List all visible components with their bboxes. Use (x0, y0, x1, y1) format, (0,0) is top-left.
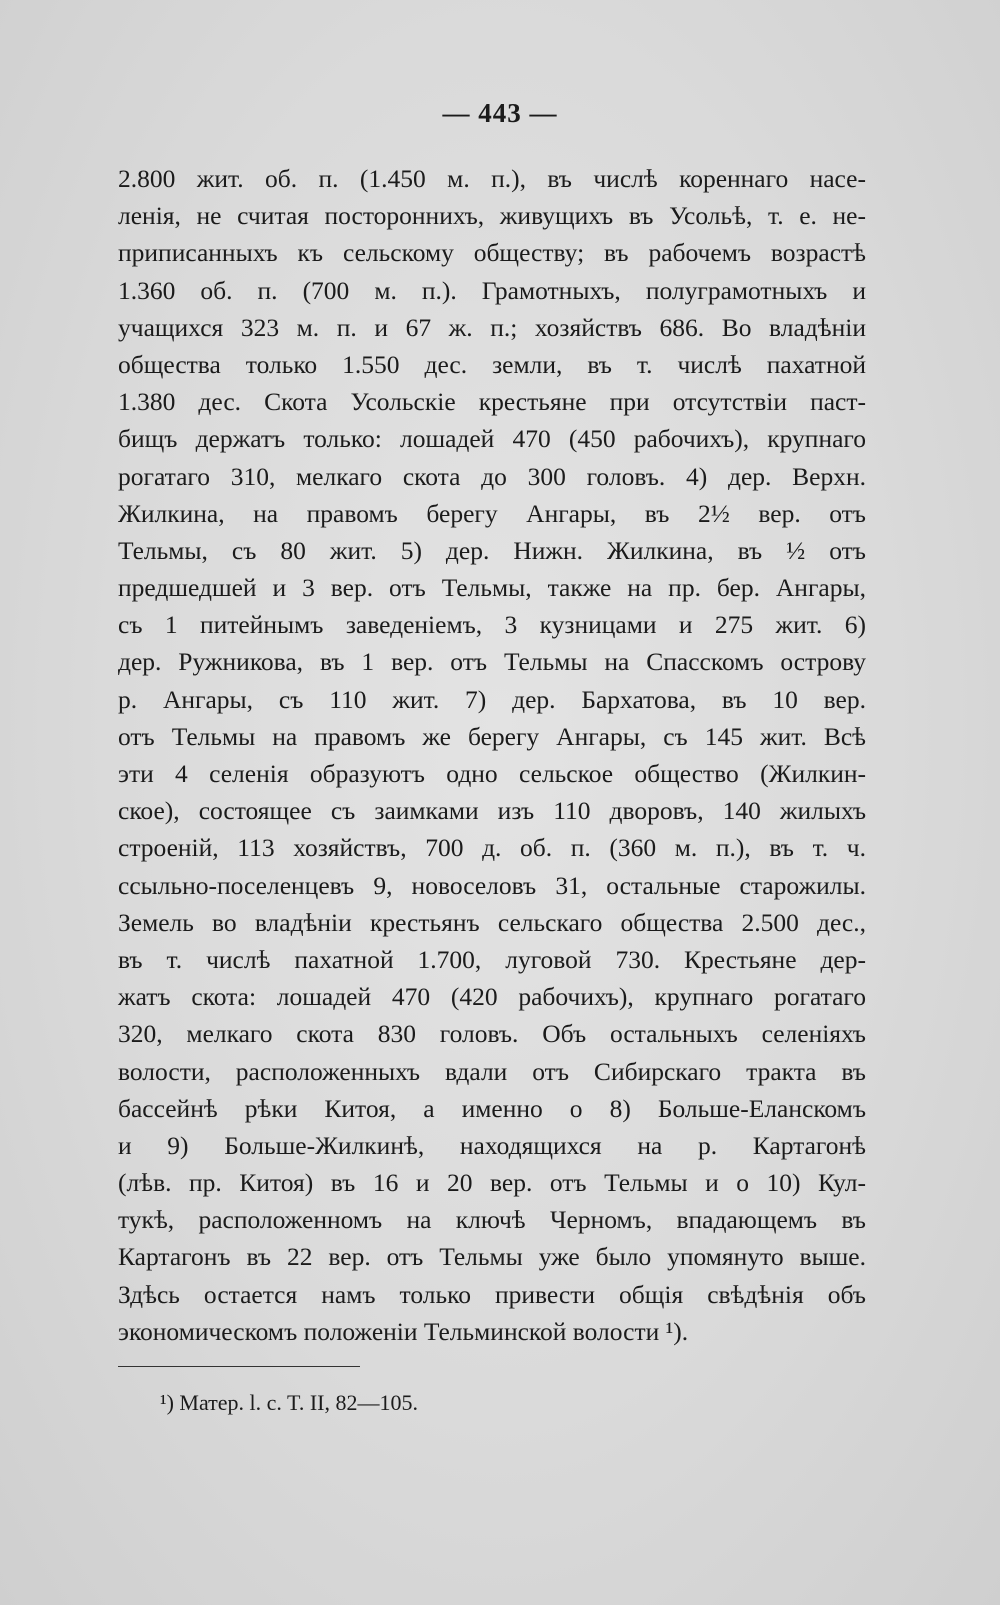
text-line: 1.380 дес. Скота Усольскіе крестьяне при отсутствіи паст- (118, 387, 866, 417)
text-line: ское), состоящее съ заимками изъ 110 дворовъ, 140 жилыхъ (118, 796, 866, 826)
text-line: Жилкина, на правомъ берегу Ангары, въ 2½ вер. отъ (118, 498, 866, 528)
text-line: р. Ангары, съ 110 жит. 7) дер. Бархатова, въ 10 вер. (118, 684, 866, 714)
text-line: предшедшей и 3 вер. отъ Тельмы, также на пр. бер. Ангары, (118, 573, 866, 603)
text-line: ленія, не считая постороннихъ, живущихъ въ Усольѣ, т. е. не- (118, 201, 866, 231)
text-line: бищъ держатъ только: лошадей 470 (450 рабочихъ), крупнаго (118, 424, 866, 454)
text-line: Картагонъ въ 22 вер. отъ Тельмы уже было упомянуто выше. (118, 1242, 866, 1272)
text-line: въ т. числѣ пахатной 1.700, луговой 730. Крестьяне дер- (118, 944, 866, 974)
text-line: эти 4 селенія образуютъ одно сельское общество (Жилкин- (118, 759, 866, 788)
text-line: Здѣсь остается намъ только привести общія свѣдѣнія объ (118, 1279, 866, 1309)
text-line: экономическомъ положеніи Тельминской волости ¹). (118, 1316, 689, 1346)
text-line: 1.360 об. п. (700 м. п.). Грамотныхъ, полуграмотныхъ и (118, 275, 866, 305)
text-line: жатъ скота: лошадей 470 (420 рабочихъ), крупнаго рогатаго (118, 982, 866, 1012)
text-line: Тельмы, съ 80 жит. 5) дер. Нижн. Жилкина, въ ½ отъ (118, 535, 866, 565)
text-line: 320, мелкаго скота 830 головъ. Объ остальныхъ селеніяхъ (118, 1019, 866, 1049)
text-line: Земель во владѣніи крестьянъ сельскаго общества 2.500 дес., (118, 907, 866, 937)
footnote-separator (118, 1366, 360, 1367)
text-line: учащихся 323 м. п. и 67 ж. п.; хозяйствъ 686. Во владѣніи (118, 312, 866, 342)
text-line: и 9) Больше-Жилкинѣ, находящихся на р. Картагонѣ (118, 1130, 866, 1160)
text-line: общества только 1.550 дес. земли, въ т. числѣ пахатной (118, 349, 866, 379)
text-line: волости, расположенныхъ вдали отъ Сибирскаго тракта въ (118, 1056, 866, 1086)
page-number: — 443 — (442, 98, 558, 128)
text-line: рогатаго 310, мелкаго скота до 300 головъ. 4) дер. Верхн. (118, 461, 866, 491)
text-line: бассейнѣ рѣки Китоя, а именно о 8) Больше-Еланскомъ (118, 1093, 866, 1123)
text-line: строеній, 113 хозяйствъ, 700 д. об. п. (360 м. п.), въ т. ч. (118, 833, 866, 863)
text-line: съ 1 питейнымъ заведеніемъ, 3 кузницами и 275 жит. 6) (118, 610, 866, 640)
text-line: ссыльно-поселенцевъ 9, новоселовъ 31, остальные старожилы. (118, 870, 866, 900)
text-line: 2.800 жит. об. п. (1.450 м. п.), въ числѣ кореннаго насе- (118, 164, 866, 193)
body-text (118, 160, 866, 1350)
text-line: отъ Тельмы на правомъ же берегу Ангары, съ 145 жит. Всѣ (118, 721, 866, 751)
footnote: ¹) Матер. l. c. T. II, 82—105. (160, 1390, 418, 1415)
text-line: тукѣ, расположенномъ на ключѣ Черномъ, впадающемъ въ (118, 1205, 866, 1235)
text-line: (лѣв. пр. Китоя) въ 16 и 20 вер. отъ Тельмы и о 10) Кул- (118, 1168, 866, 1198)
text-line: дер. Ружникова, въ 1 вер. отъ Тельмы на Спасскомъ острову (118, 647, 866, 677)
text-line: приписанныхъ къ сельскому обществу; въ рабочемъ возрастѣ (118, 238, 866, 268)
